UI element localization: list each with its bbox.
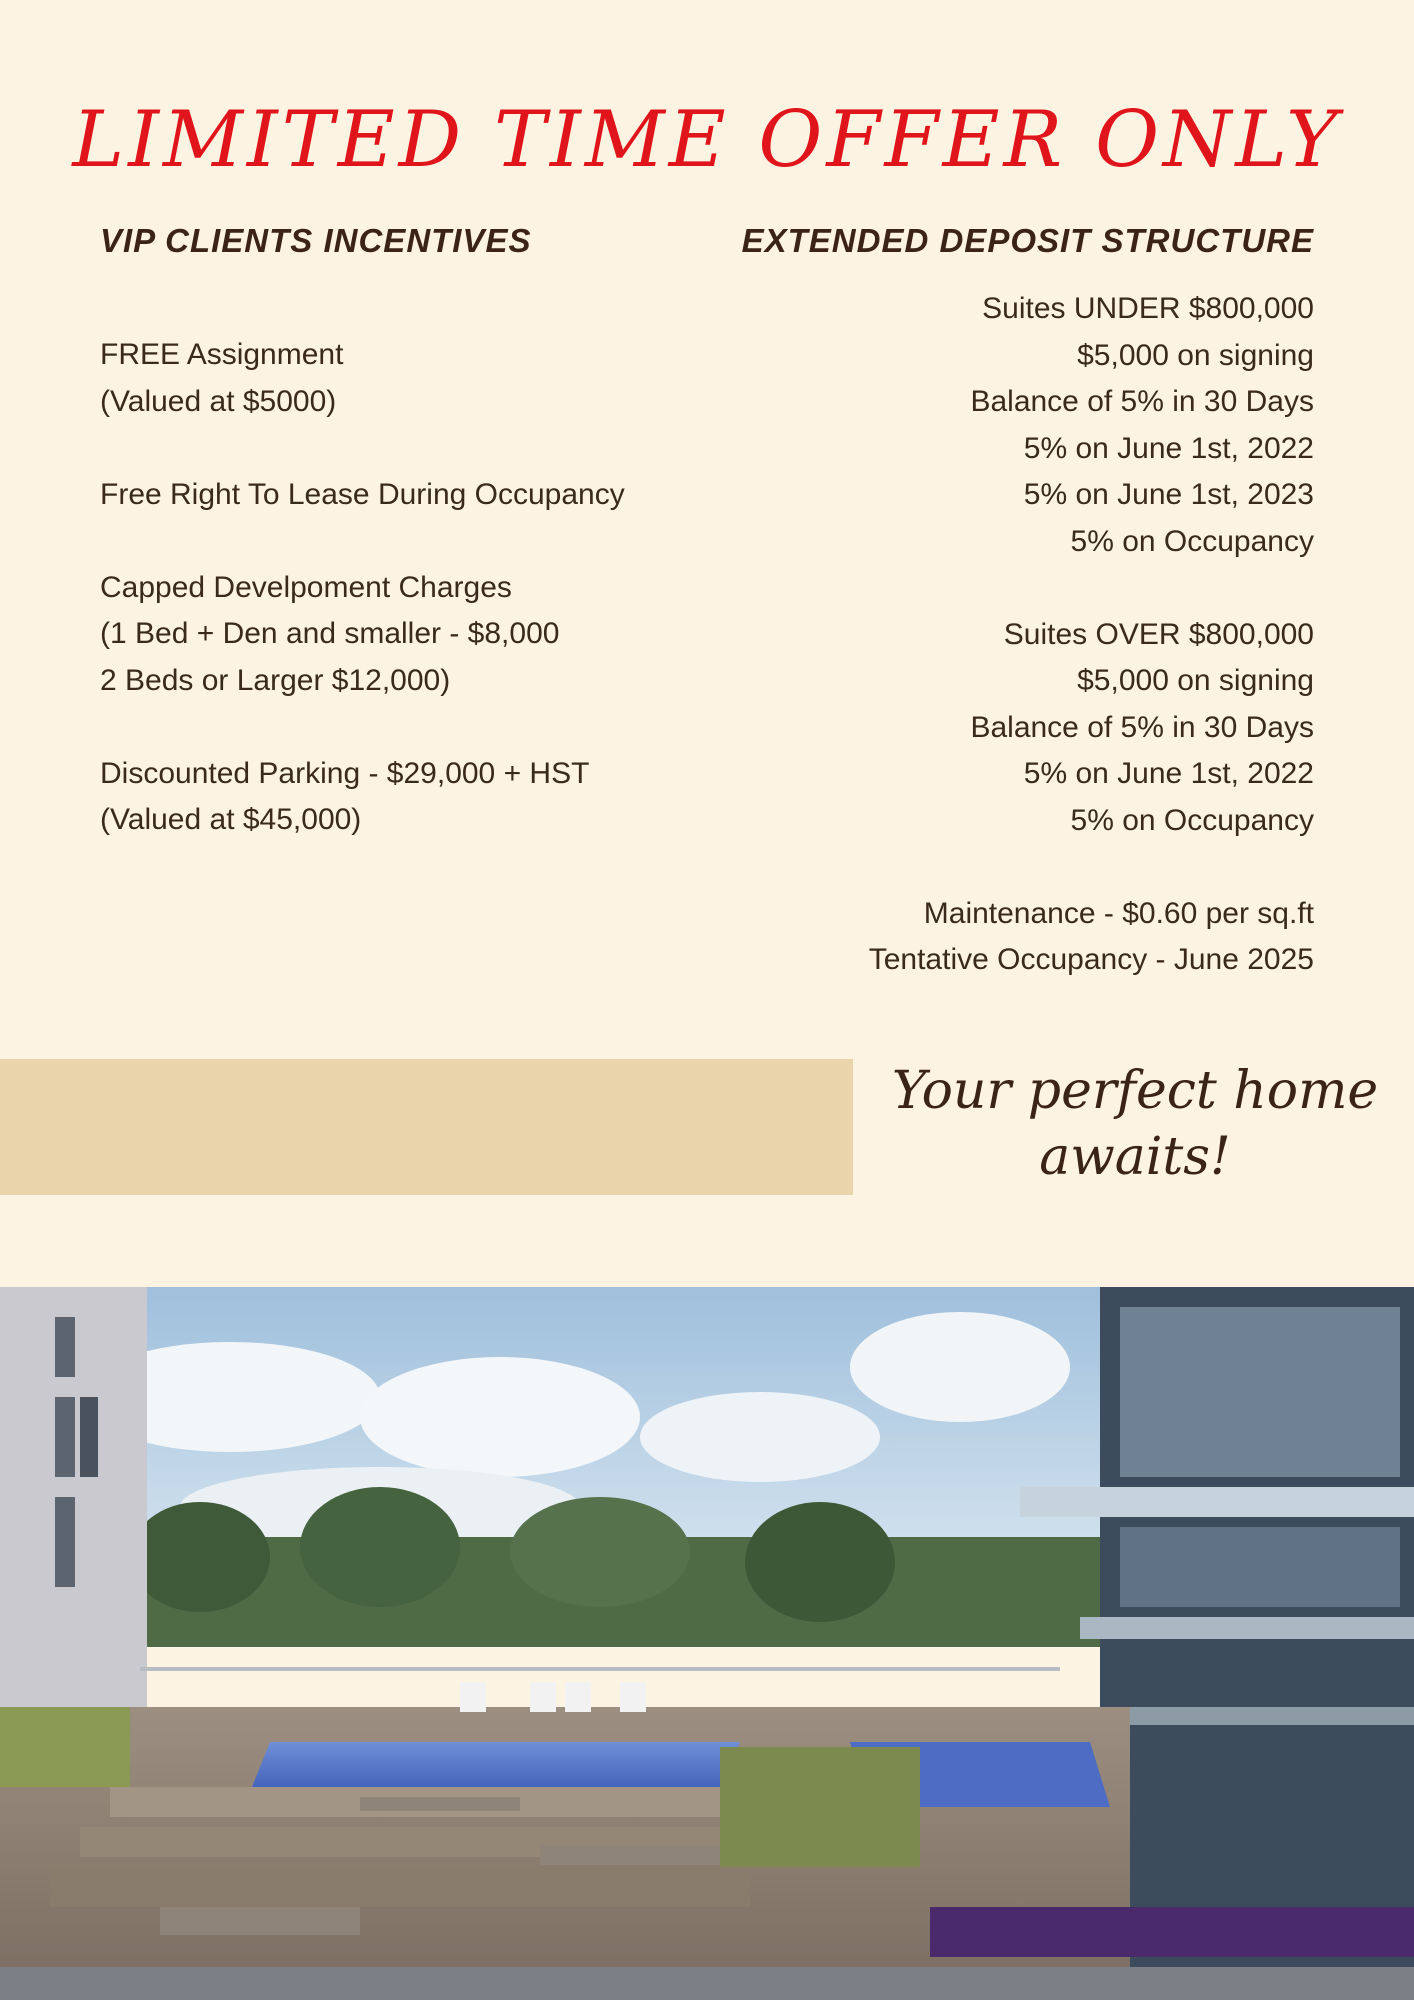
incentive-line: Free Right To Lease During Occupancy xyxy=(100,477,625,511)
incentive-line: FREE Assignment xyxy=(100,338,344,371)
tree xyxy=(510,1497,690,1607)
incentive-line: (Valued at $45,000) xyxy=(100,803,362,836)
deposit-line: Tentative Occupancy - June 2025 xyxy=(868,943,1314,976)
vip-incentives-list xyxy=(100,332,625,844)
deposit-structure-heading: EXTENDED DEPOSIT STRUCTURE xyxy=(741,222,1314,259)
tree xyxy=(745,1502,895,1622)
deposit-line: Maintenance - $0.60 per sq.ft xyxy=(923,896,1314,930)
lounge-chair xyxy=(565,1682,591,1712)
deposit-line: 5% on Occupancy xyxy=(1070,803,1314,837)
tree xyxy=(300,1487,460,1607)
right-building-glass xyxy=(1120,1307,1400,1477)
vip-incentives-heading: VIP CLIENTS INCENTIVES xyxy=(100,222,532,259)
deposit-line: $5,000 on signing xyxy=(1077,664,1314,697)
incentive-line xyxy=(100,518,625,565)
decorative-band xyxy=(0,1059,853,1195)
deposit-line: $5,000 on signing xyxy=(1077,338,1314,372)
incentive-line: 2 Beds or Larger $12,000) xyxy=(100,663,451,697)
deposit-line: Suites UNDER $800,000 xyxy=(982,292,1314,325)
deposit-line: Suites OVER $800,000 xyxy=(1003,617,1314,651)
balcony xyxy=(1080,1707,1414,1725)
cloud xyxy=(850,1312,1070,1422)
balcony xyxy=(1080,1617,1414,1639)
railing xyxy=(140,1667,1060,1671)
deposit-line xyxy=(869,565,1314,612)
left-building-window xyxy=(55,1397,75,1477)
purple-mat xyxy=(930,1907,1414,1957)
left-building-window xyxy=(80,1397,98,1477)
fire-pit xyxy=(160,1907,360,1935)
deposit-line xyxy=(869,844,1314,891)
right-building-glass xyxy=(1120,1527,1400,1607)
incentive-line: (1 Bed + Den and smaller - $8,000 xyxy=(100,617,560,650)
deposit-line: Balance of 5% in 30 Days xyxy=(970,710,1314,744)
cloud xyxy=(360,1357,640,1477)
planter xyxy=(0,1707,130,1787)
headline: LIMITED TIME OFFER ONLY xyxy=(72,95,1342,185)
rooftop-pool-rendering xyxy=(0,1287,1414,2000)
deposit-line: Balance of 5% in 30 Days xyxy=(970,385,1314,418)
lounge-chair xyxy=(460,1682,486,1712)
main-pool xyxy=(250,1742,740,1792)
tree xyxy=(130,1502,270,1612)
deposit-line: 5% on June 1st, 2023 xyxy=(1023,478,1314,511)
deposit-line: 5% on June 1st, 2022 xyxy=(1023,757,1314,790)
deposit-structure-list xyxy=(869,286,1314,984)
left-building-window xyxy=(55,1317,75,1377)
step xyxy=(50,1867,750,1907)
fire-pit xyxy=(360,1797,520,1811)
deposit-line: 5% on June 1st, 2022 xyxy=(1023,431,1314,465)
incentive-line xyxy=(100,704,625,751)
incentive-line: Capped Develpoment Charges xyxy=(100,570,512,604)
lounge-chair xyxy=(530,1682,556,1712)
incentive-line: (Valued at $5000) xyxy=(100,384,337,418)
left-building-window xyxy=(55,1497,75,1587)
incentive-line xyxy=(100,425,625,472)
balcony xyxy=(1020,1487,1414,1517)
cloud xyxy=(640,1392,880,1482)
fire-pit xyxy=(540,1845,720,1865)
deposit-line: 5% on Occupancy xyxy=(1070,524,1314,558)
lounge-chair xyxy=(620,1682,646,1712)
planter xyxy=(720,1747,920,1867)
walkway xyxy=(0,1967,1414,2000)
incentive-line: Discounted Parking - $29,000 + HST xyxy=(100,756,590,790)
tagline: Your perfect home awaits! xyxy=(891,1061,1379,1187)
